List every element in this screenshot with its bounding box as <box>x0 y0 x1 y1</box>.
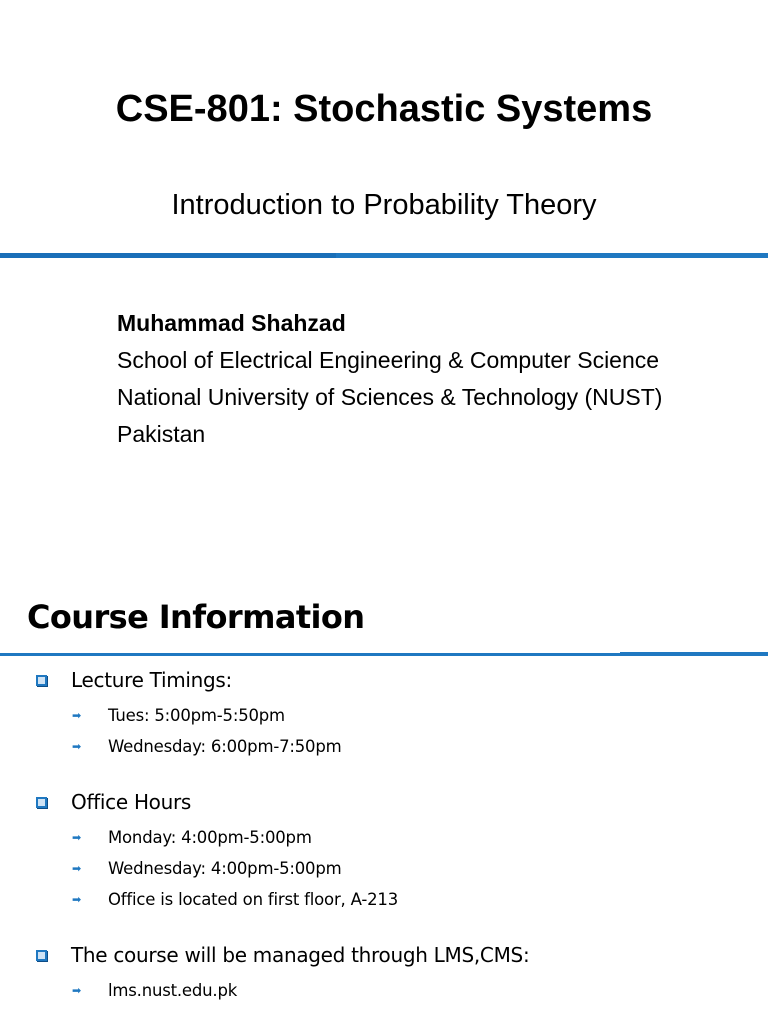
sub-bullet-text: Tues: 5:00pm-5:50pm <box>108 706 285 725</box>
slide-title: CSE-801: Stochastic Systems <box>115 88 653 130</box>
square-bullet-icon <box>36 797 47 808</box>
square-bullet-icon <box>36 950 47 961</box>
course-info-slide <box>0 572 768 1024</box>
bullet-heading-text: Office Hours <box>71 790 192 814</box>
author-affiliation-school: School of Electrical Engineering & Computer Science <box>117 347 660 373</box>
bullet-list <box>0 664 768 1024</box>
slide-subtitle: Introduction to Probability Theory <box>171 189 597 221</box>
bullet-heading-text: Lecture Timings: <box>71 668 232 692</box>
sub-bullet-list <box>0 700 768 762</box>
author-affiliation-university: National University of Sciences & Technology (NUST) <box>117 384 663 410</box>
bullet-heading <box>0 939 768 971</box>
sub-bullet-text: Monday: 4:00pm-5:00pm <box>108 828 312 847</box>
bullet-heading <box>0 664 768 696</box>
author-name: Muhammad Shahzad <box>117 310 346 336</box>
arrow-bullet-icon: ➡ <box>72 893 82 906</box>
sub-bullet-text: Wednesday: 4:00pm-5:00pm <box>108 859 342 878</box>
sub-bullet-list <box>0 975 768 1006</box>
square-bullet-icon <box>36 675 47 686</box>
bullet-group-lecture-timings <box>0 664 768 762</box>
sub-bullet-text: Wednesday: 6:00pm-7:50pm <box>108 737 342 756</box>
section-divider <box>0 653 768 656</box>
bullet-group-office-hours <box>0 786 768 915</box>
bullet-heading-text: The course will be managed through LMS,CMS: <box>71 943 530 967</box>
arrow-bullet-icon: ➡ <box>72 831 82 844</box>
section-title: Course Information <box>27 598 365 636</box>
arrow-bullet-icon: ➡ <box>72 740 82 753</box>
sub-bullet-text: Office is located on first floor, A-213 <box>108 890 398 909</box>
sub-bullet-item <box>0 884 768 915</box>
arrow-bullet-icon: ➡ <box>72 984 82 997</box>
bullet-heading <box>0 786 768 818</box>
sub-bullet-item <box>0 853 768 884</box>
bullet-group-lms <box>0 939 768 1006</box>
sub-bullet-item <box>0 700 768 731</box>
lms-link[interactable]: lms.nust.edu.pk <box>108 981 238 1000</box>
author-affiliation-country: Pakistan <box>117 421 206 447</box>
sub-bullet-list <box>0 822 768 915</box>
title-divider <box>0 253 768 258</box>
sub-bullet-item <box>0 731 768 762</box>
arrow-bullet-icon: ➡ <box>72 709 82 722</box>
sub-bullet-item <box>0 822 768 853</box>
author-block <box>117 305 757 453</box>
arrow-bullet-icon: ➡ <box>72 862 82 875</box>
sub-bullet-item <box>0 975 768 1006</box>
